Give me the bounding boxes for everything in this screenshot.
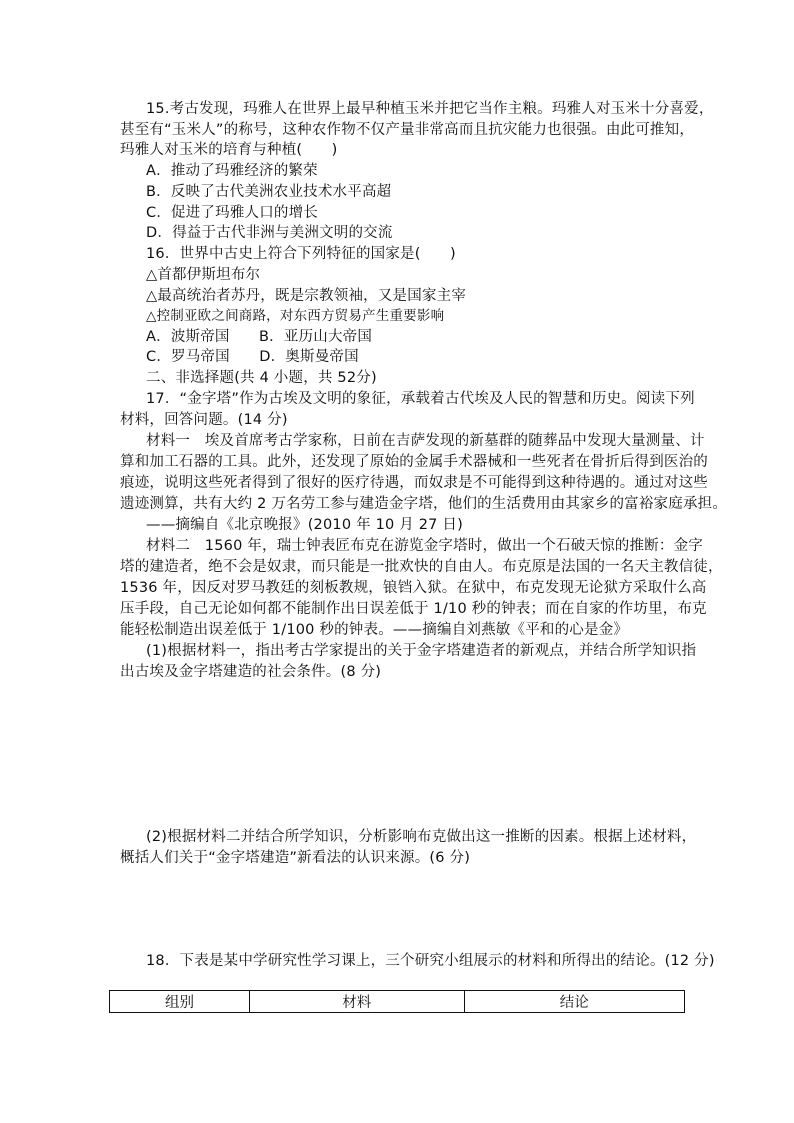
q16-feature-2: △最高统治者苏丹，既是宗教领袖，又是国家主宰 [146,288,467,304]
q15-option-d: D．得益于古代非洲与美洲文明的交流 [146,225,393,241]
q16-options-ab: A．波斯帝国 B．亚历山大帝国 [146,329,373,345]
q17-sub2-line-2: 概括人们关于“金字塔建造”新看法的认识来源。(6 分) [120,850,471,866]
q15-option-b: B．反映了古代美洲农业技术水平高超 [146,184,392,200]
table-header-material: 材料 [250,991,464,1013]
q15-option-a: A．推动了玛雅经济的繁荣 [146,163,318,179]
q15-stem-line-1: 15.考古发现，玛雅人在世界上最早种植玉米并把它当作主粮。玛雅人对玉米十分喜爱， [146,101,714,117]
q17-material1-line-1: 材料一 埃及首席考古学家称，日前在吉萨发现的新墓群的随葬品中发现大量测量、计 [146,433,705,449]
q17-stem-line-1: 17．“金字塔”作为古埃及文明的象征，承载着古代埃及人民的智慧和历史。阅读下列 [146,391,695,407]
table-header-conclusion: 结论 [464,991,684,1013]
q16-options-cd: C．罗马帝国 D．奥斯曼帝国 [146,349,359,365]
q17-material1-line-2: 算和加工石器的工具。此外，还发现了原始的金属手术器械和一些死者在骨折后得到医治的 [120,454,708,470]
q18-table [109,990,685,1013]
q16-feature-1: △首都伊斯坦布尔 [146,267,261,283]
table-header-row [110,991,685,1013]
q17-material2-line-1: 材料二 1560 年，瑞士钟表匠布克在游览金字塔时，做出一个石破天惊的推断：金字 [146,538,704,554]
q17-material1-source: ——摘编自《北京晚报》(2010 年 10 月 27 日) [146,517,463,533]
q17-sub1-line-1: (1)根据材料一，指出考古学家提出的关于金字塔建造者的新观点，并结合所学知识指 [146,643,697,659]
q16-feature-3: △控制亚欧之间商路，对东西方贸易产生重要影响 [146,308,445,324]
q17-sub2-line-1: (2)根据材料二并结合所学知识，分析影响布克做出这一推断的因素。根据上述材料， [146,829,697,845]
q17-material1-line-4: 遗迹测算，共有大约 2 万名劳工参与建造金字塔，他们的生活费用由其家乡的富裕家庭承担。 [120,496,728,512]
q15-stem-line-2: 甚至有“玉米人”的称号，这种农作物不仅产量非常高而且抗灾能力也很强。由此可推知， [120,122,695,138]
q18-stem: 18．下表是某中学研究性学习课上，三个研究小组展示的材料和所得出的结论。(12 分) [146,953,715,969]
q17-sub1-line-2: 出古埃及金字塔建造的社会条件。(8 分) [120,664,382,680]
q17-material2-line-4: 压手段，自己无论如何都不能制作出日误差低于 1/10 秒的钟表；而在自家的作坊里，布克 [120,601,707,617]
q15-option-c: C．促进了玛雅人口的增长 [146,205,319,221]
q15-stem-line-3: 玛雅人对玉米的培育与种植( ) [120,142,338,158]
table-header-group: 组别 [110,991,250,1013]
q16-stem: 16．世界中古史上符合下列特征的国家是( ) [146,246,456,262]
q17-material2-line-3: 1536 年，因反对罗马教廷的刻板教规，锒铛入狱。在狱中，布克发现无论狱方采取什么高 [120,580,707,596]
q17-material1-line-3: 痕迹，说明这些死者得到了很好的医疗待遇，而奴隶是不可能得到这种待遇的。通过对这些 [120,475,708,491]
q17-material2-line-2: 塔的建造者，绝不会是奴隶，而只能是一批欢快的自由人。布克原是法国的一名天主教信徒， [120,559,723,575]
q17-material2-line-5: 能轻松制造出误差低于 1/100 秒的钟表。——摘编自刘燕敏《平和的心是金》 [120,622,629,638]
q17-stem-line-2: 材料，回答问题。(14 分) [120,412,288,428]
section-heading: 二、非选择题(共 4 小题，共 52分) [146,370,377,386]
